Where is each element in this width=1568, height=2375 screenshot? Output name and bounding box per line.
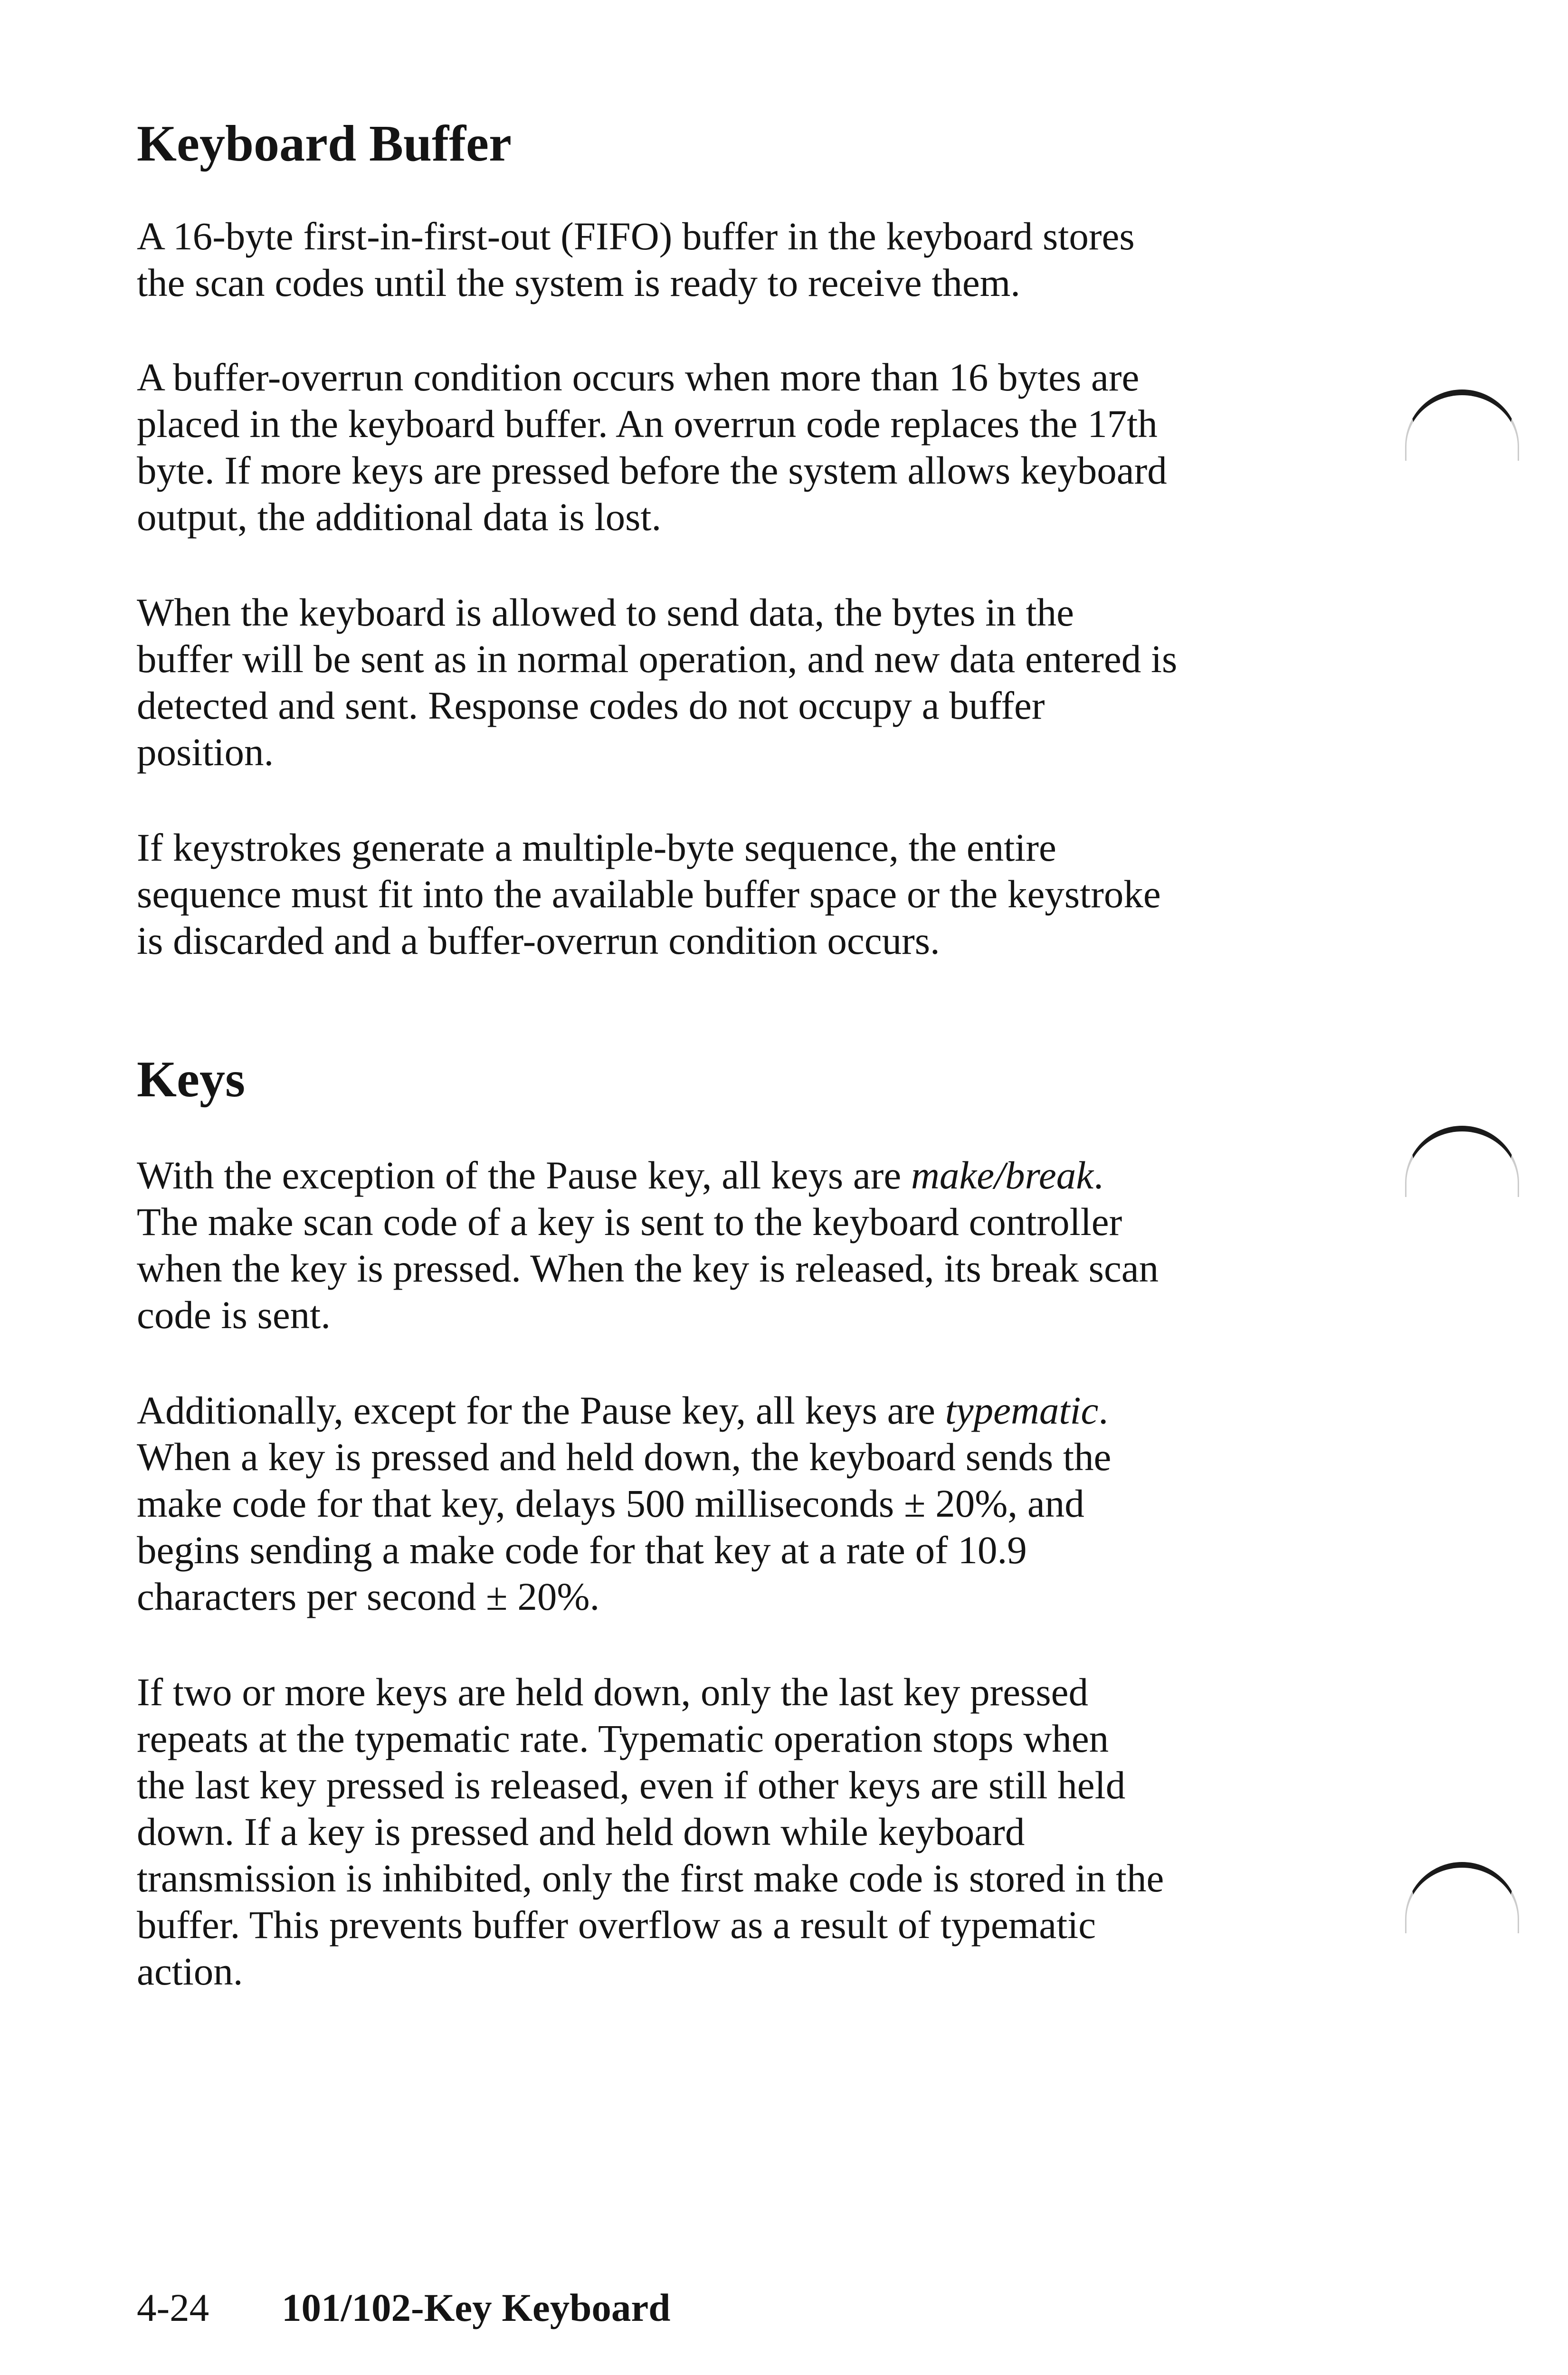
text-line: position. bbox=[137, 730, 274, 774]
footer-title: 101/102-Key Keyboard bbox=[282, 2286, 671, 2329]
text-line: output, the additional data is lost. bbox=[137, 495, 662, 539]
term-typematic: typematic bbox=[945, 1388, 1099, 1432]
text-line: sequence must fit into the available buffer space or the keystroke bbox=[137, 872, 1161, 916]
text-line: action. bbox=[137, 1949, 243, 1993]
heading-keyboard-buffer: Keyboard Buffer bbox=[137, 115, 512, 172]
text-run: With the exception of the Pause key, all keys are bbox=[137, 1153, 911, 1197]
text-run: Additionally, except for the Pause key, all keys are bbox=[137, 1388, 945, 1432]
text-line: buffer will be sent as in normal operation, and new data entered is bbox=[137, 637, 1178, 681]
text-line: byte. If more keys are pressed before the system allows keyboard bbox=[137, 448, 1167, 492]
page-number: 4-24 bbox=[137, 2286, 209, 2329]
text-line: begins sending a make code for that key at a rate of 10.9 bbox=[137, 1528, 1027, 1572]
text-line: If keystrokes generate a multiple-byte sequence, the entire bbox=[137, 826, 1056, 869]
text-line: characters per second ± 20%. bbox=[137, 1575, 600, 1618]
text-line: A buffer-overrun condition occurs when more than 16 bytes are bbox=[137, 355, 1140, 399]
text-line: When the keyboard is allowed to send data, the bytes in the bbox=[137, 590, 1074, 634]
text-line: when the key is pressed. When the key is released, its break scan bbox=[137, 1246, 1159, 1290]
text-line: detected and sent. Response codes do not occupy a buffer bbox=[137, 684, 1045, 727]
term-make-break: make/break bbox=[911, 1153, 1094, 1197]
text-line: transmission is inhibited, only the first make code is stored in the bbox=[137, 1856, 1164, 1900]
text-line bbox=[137, 1152, 1159, 1198]
text-line: make code for that key, delays 500 milliseconds ± 20%, and bbox=[137, 1482, 1084, 1525]
heading-keys: Keys bbox=[137, 1051, 245, 1108]
paragraph-make-break bbox=[137, 1152, 1159, 1338]
paragraph-buffer-overrun bbox=[137, 354, 1167, 540]
binder-hole-mark bbox=[1405, 1126, 1519, 1197]
text-line: the last key pressed is released, even if other keys are still held bbox=[137, 1763, 1126, 1807]
paragraph-send-data bbox=[137, 589, 1177, 775]
text-line bbox=[137, 1387, 1111, 1434]
paragraph-fifo-buffer bbox=[137, 213, 1135, 306]
text-line: A 16-byte first-in-first-out (FIFO) buffer in the keyboard stores bbox=[137, 214, 1135, 258]
text-line: is discarded and a buffer-overrun condition occurs. bbox=[137, 919, 940, 962]
text-line: The make scan code of a key is sent to the keyboard controller bbox=[137, 1200, 1122, 1244]
text-line: placed in the keyboard buffer. An overrun code replaces the 17th bbox=[137, 402, 1158, 446]
text-line: buffer. This prevents buffer overflow as a result of typematic bbox=[137, 1903, 1096, 1947]
text-line: code is sent. bbox=[137, 1293, 331, 1337]
text-line: down. If a key is pressed and held down while keyboard bbox=[137, 1810, 1025, 1853]
text-line: If two or more keys are held down, only the last key pressed bbox=[137, 1670, 1088, 1714]
paragraph-multiple-keys bbox=[137, 1669, 1164, 1995]
paragraph-typematic bbox=[137, 1387, 1111, 1620]
binder-hole-mark bbox=[1405, 1862, 1519, 1933]
text-line: the scan codes until the system is ready to receive them. bbox=[137, 261, 1021, 304]
binder-hole-mark bbox=[1405, 390, 1519, 461]
text-line: When a key is pressed and held down, the keyboard sends the bbox=[137, 1435, 1112, 1479]
text-run: . bbox=[1098, 1388, 1109, 1432]
text-run: . bbox=[1093, 1153, 1103, 1197]
text-line: repeats at the typematic rate. Typematic operation stops when bbox=[137, 1717, 1109, 1760]
page-footer bbox=[137, 2284, 670, 2331]
paragraph-multiple-byte bbox=[137, 824, 1161, 964]
